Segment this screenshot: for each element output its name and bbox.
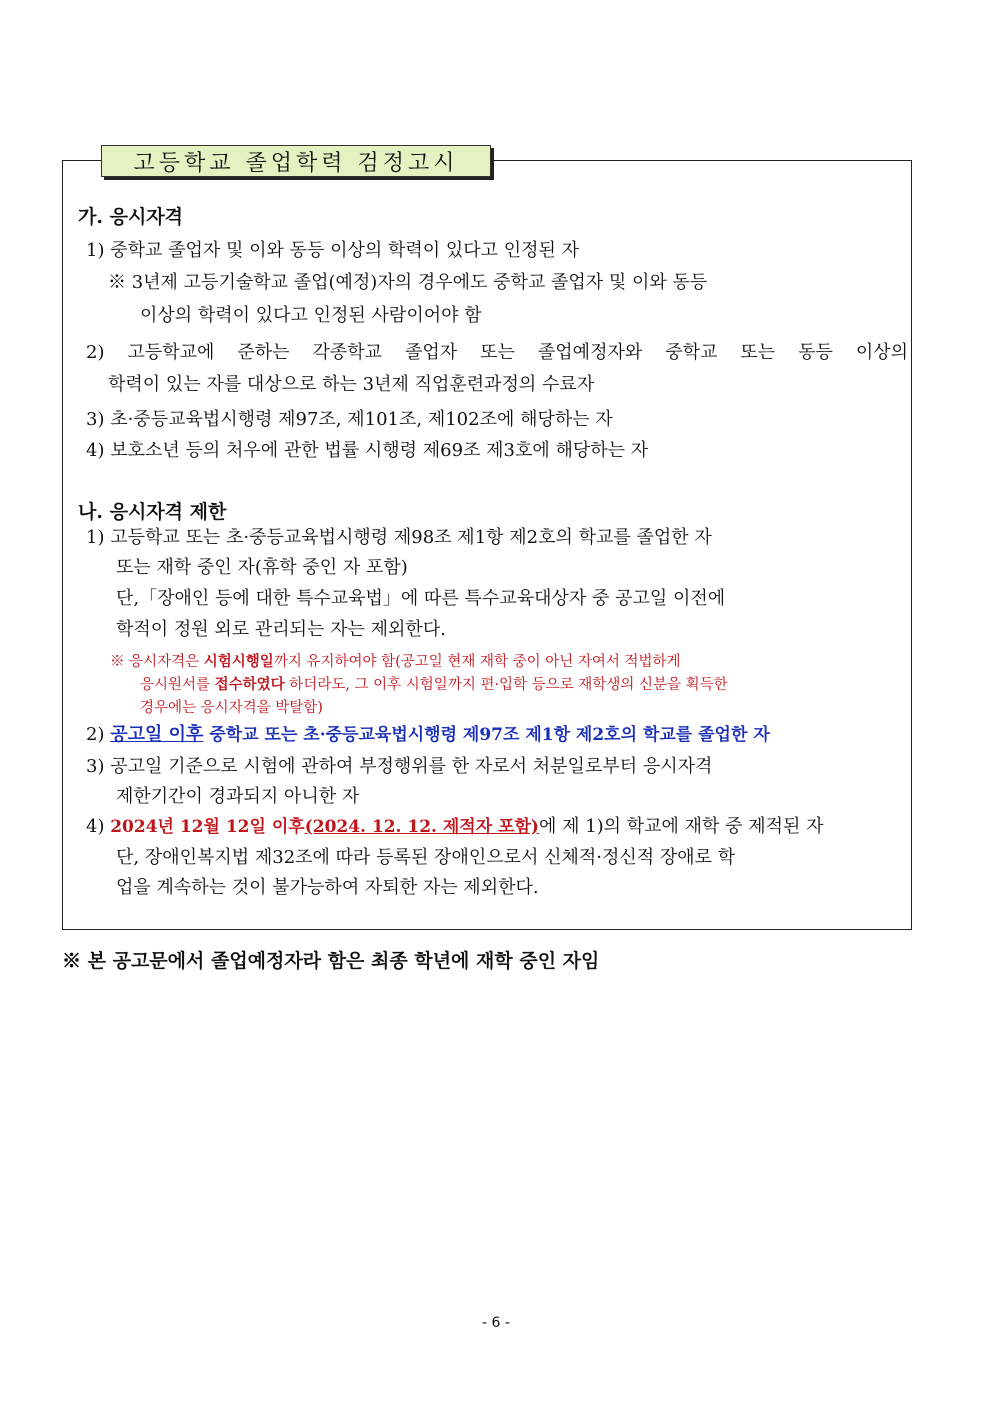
- section-a-heading: 가. 응시자격: [78, 206, 183, 228]
- warning-text-1: 까지 유지하여야 함(공고일 현재 재학 중이 아닌 자여서 적법하게: [273, 654, 681, 670]
- item-4-text: 에 제 1)의 학교에 재학 중 제적된 자: [538, 816, 824, 837]
- footer-note: ※ 본 공고문에서 졸업예정자라 함은 최종 학년에 재학 중인 자임: [62, 950, 600, 972]
- item-4-date: 2024년 12월 12일 이후: [110, 817, 305, 837]
- section-b-item-3-line-1: 3) 공고일 기준으로 시험에 관하여 부정행위를 한 자로서 처분일로부터 응시자격: [86, 756, 713, 777]
- section-a-note-1-line-2: 이상의 학력이 있다고 인정된 사람이어야 함: [140, 305, 482, 326]
- section-b-item-1-line-4: 학적이 정원 외로 관리되는 자는 제외한다.: [116, 619, 446, 640]
- section-b-item-2: [86, 723, 770, 747]
- section-b-warning-line-1: [110, 650, 681, 674]
- item-4-number: 4): [86, 816, 111, 837]
- section-b-item-4-line-3: 업을 계속하는 것이 불가능하여 자퇴한 자는 제외한다.: [116, 877, 539, 898]
- section-b-heading: 나. 응시자격 제한: [78, 501, 227, 523]
- section-a-item-4: 4) 보호소년 등의 처우에 관한 법률 시행령 제69조 제3호에 해당하는 자: [86, 440, 649, 461]
- item-2-number: 2): [86, 724, 111, 745]
- section-b-item-1-line-2: 또는 재학 중인 자(휴학 중인 자 포함): [116, 557, 408, 578]
- section-b-item-3-line-2: 제한기간이 경과되지 아니한 자: [116, 786, 360, 807]
- warning-text-2b: 하더라도, 그 이후 시험일까지 편·입학 등으로 재학생의 신분을 획득한: [284, 677, 728, 693]
- warning-text-2a: 응시원서를: [140, 677, 215, 693]
- page-number: - 6 -: [482, 1315, 510, 1331]
- section-a-note-1-line-1: ※ 3년제 고등기술학교 졸업(예정)자의 경우에도 중학교 졸업자 및 이와 동등: [108, 272, 708, 293]
- section-b-item-1-line-3: 단,「장애인 등에 대한 특수교육법」에 따른 특수교육대상자 중 공고일 이전에: [116, 588, 726, 609]
- warning-bold-submitted: 접수하였다: [214, 676, 285, 693]
- section-a-item-3: 3) 초·중등교육법시행령 제97조, 제101조, 제102조에 해당하는 자: [86, 409, 613, 430]
- item-2-after-announcement: 공고일 이후: [110, 724, 204, 745]
- section-b-item-4-line-1: [86, 815, 824, 839]
- item-4-date-note: (2024. 12. 12. 제적자 포함): [304, 817, 539, 837]
- section-a-item-2-line-1: 2) 고등학교에 준하는 각종학교 졸업자 또는 졸업예정자와 중학교 또는 동등 이상의: [86, 342, 908, 363]
- section-b-warning-line-2: [140, 673, 728, 697]
- item-2-text: 중학교 또는 초·중등교육법시행령 제97조 제1항 제2호의 학교를 졸업한 자: [203, 725, 770, 745]
- section-a-item-2-line-2: 학력이 있는 자를 대상으로 하는 3년제 직업훈련과정의 수료자: [108, 374, 595, 395]
- section-b-item-1-line-1: 1) 고등학교 또는 초·중등교육법시행령 제98조 제1항 제2호의 학교를 졸업한 자: [86, 527, 712, 548]
- section-b-item-4-line-2: 단, 장애인복지법 제32조에 따라 등록된 장애인으로서 신체적·정신적 장애로 학: [116, 847, 736, 868]
- section-a-item-1: 1) 중학교 졸업자 및 이와 동등 이상의 학력이 있다고 인정된 자: [86, 240, 580, 261]
- section-b-warning-line-3: 경우에는 응시자격을 박탈함): [140, 700, 323, 716]
- page-title: 고등학교 졸업학력 검정고시: [101, 145, 491, 177]
- warning-bold-exam-date: 시험시행일: [203, 653, 274, 670]
- warning-prefix: ※ 응시자격은: [110, 654, 204, 670]
